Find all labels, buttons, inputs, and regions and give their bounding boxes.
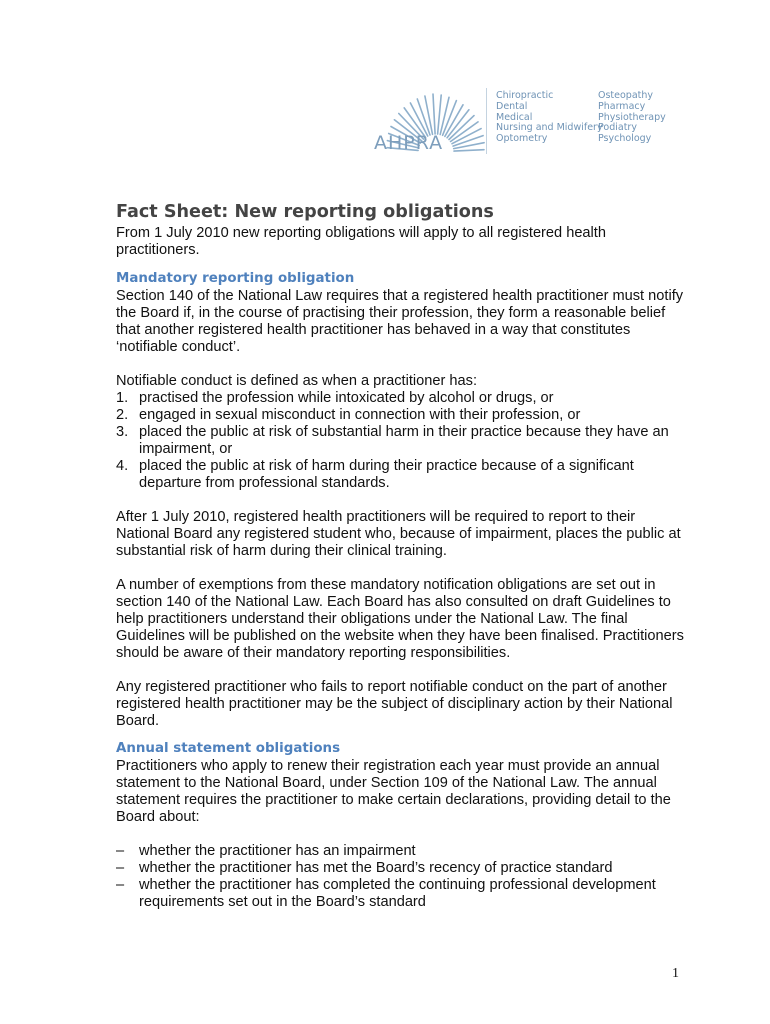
declarations-list xyxy=(116,843,686,911)
list-item: 1. practised the profession while intoxicated by alcohol or drugs, or xyxy=(116,390,554,406)
profession-item: Physiotherapy xyxy=(598,111,666,123)
profession-item: Chiropractic xyxy=(496,90,554,101)
page-title: Fact Sheet: New reporting obligations xyxy=(116,202,494,222)
logo-ray xyxy=(425,96,433,134)
list-item: – whether the practitioner has completed the continuing professional development requirements set out in the Board’s standard xyxy=(116,877,656,910)
logo-wordmark: AHPRA xyxy=(374,132,444,154)
profession-item: Dental xyxy=(496,100,528,112)
professions-column-2 xyxy=(598,91,666,145)
professions-column-1 xyxy=(496,91,603,145)
profession-item: Optometry xyxy=(496,133,548,145)
list-intro: Notifiable conduct is defined as when a practitioner has: xyxy=(116,373,478,389)
list-item: – whether the practitioner has met the Board’s recency of practice standard xyxy=(116,860,613,876)
paragraph: Practitioners who apply to renew their registration each year must provide an annual statement to the National Board, under Section 109 of the National Law. The annual statement requires the practitioner to make certain declarations, providing detail to the Board about: xyxy=(116,758,671,825)
notifiable-conduct-list xyxy=(116,390,686,492)
profession-item: Podiatry xyxy=(598,122,637,134)
profession-item: Psychology xyxy=(598,133,652,145)
logo-ray xyxy=(454,150,484,151)
logo-ray xyxy=(433,94,435,134)
list-item: 3. placed the public at risk of substantial harm in their practice because they have an impairment, or xyxy=(116,424,669,457)
list-item: 2. engaged in sexual misconduct in connection with their profession, or xyxy=(116,407,581,423)
paragraph: Any registered practitioner who fails to report notifiable conduct on the part of another registered health practitioner may be the subject of disciplinary action by their National Board. xyxy=(116,679,673,729)
document-body xyxy=(116,200,686,911)
paragraph: Section 140 of the National Law requires that a registered health practitioner must notify the Board if, in the course of practising their profession, they form a reasonable belief that another registered health practitioner has behaved in a way that constitutes ‘notifiable conduct’. xyxy=(116,288,684,355)
list-item: – whether the practitioner has an impairment xyxy=(116,843,416,859)
paragraph: A number of exemptions from these mandatory notification obligations are set out in section 140 of the National Law. Each Board has also consulted on draft Guidelines to help practitioners understand their obligations under the National Law. The final Guidelines will be published on the website when they have been finalised. Practitioners should be aware of their mandatory reporting responsibilities. xyxy=(116,577,684,661)
section-heading-annual: Annual statement obligations xyxy=(116,741,341,756)
logo-ray xyxy=(438,95,442,134)
profession-item: Pharmacy xyxy=(598,100,646,112)
paragraph: After 1 July 2010, registered health practitioners will be required to report to their National Board any registered student who, because of impairment, places the public at substantial risk of harm during their clinical training. xyxy=(116,509,681,559)
page-number: 1 xyxy=(672,966,679,981)
intro-paragraph: From 1 July 2010 new reporting obligations will apply to all registered health practitioners. xyxy=(116,225,606,258)
header-divider xyxy=(486,88,487,154)
list-item: 4. placed the public at risk of harm during their practice because of a significant departure from professional standards. xyxy=(116,458,634,491)
profession-item: Medical xyxy=(496,111,533,123)
profession-item: Osteopathy xyxy=(598,90,654,101)
section-heading-mandatory: Mandatory reporting obligation xyxy=(116,271,355,286)
profession-item: Nursing and Midwifery xyxy=(496,122,603,134)
